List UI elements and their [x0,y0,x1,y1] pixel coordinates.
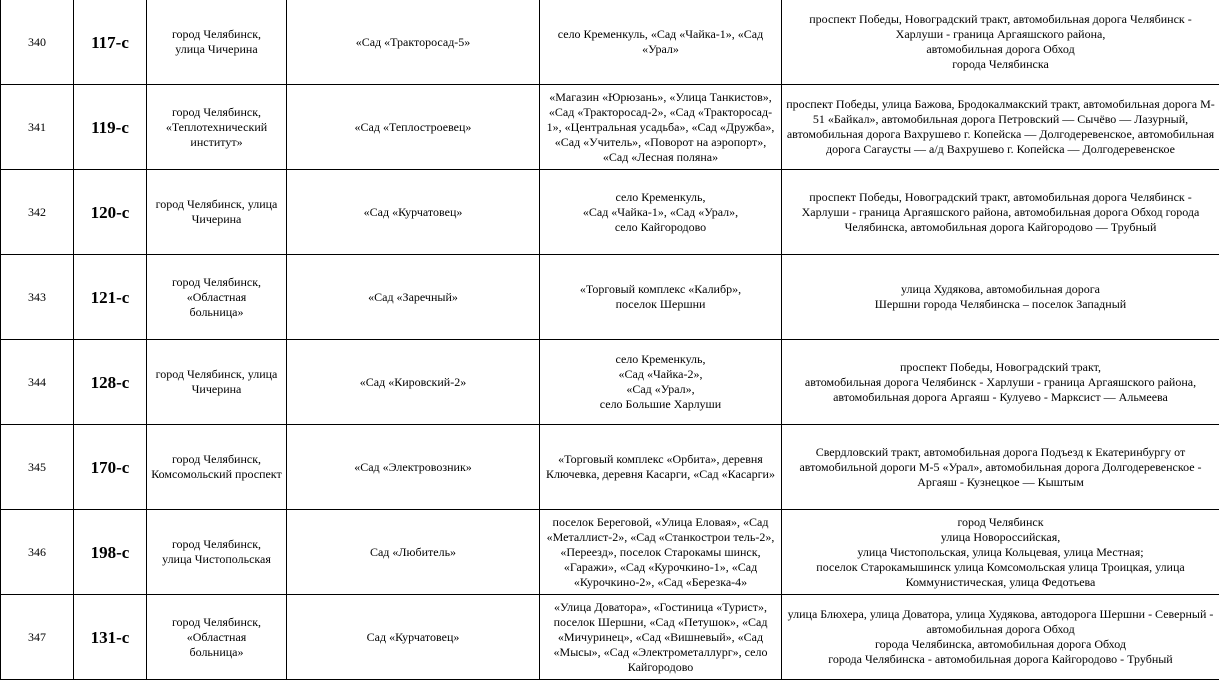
cell-text-line: «Урал» [642,42,679,56]
cell-text-line: автомобильная дорога Обход [926,622,1075,636]
cell-text-line: улица Чистопольская [162,552,271,566]
cell-text-line: автомобильная дорога Обход [926,42,1075,56]
start-point-cell [147,510,287,595]
cell-text-line: село Кайгородово [614,219,707,234]
row-number-cell: 343 [1,255,74,340]
cell-text-line: Харлуши - граница Аргаяшского района, [895,27,1106,41]
cell-text-line: «Металлист-2», «Сад «Станкострои тель-2», [546,529,775,544]
table-row [1,0,1219,85]
end-point-cell [287,425,540,510]
cell-text-line: Шершни города Челябинска – поселок Западный [874,297,1127,311]
intermediate-stops-cell [540,0,782,85]
cell-text-line: «Переезд», поселок Старокамы шинск, [560,544,761,559]
route-number-cell: 120-с [74,170,147,255]
row-number-cell: 345 [1,425,74,510]
cell-text-line: «Мичуринец», «Сад «Вишневый», «Сад [557,629,764,644]
cell-text-line: Коммунистическая, улица Федотьева [905,574,1096,589]
streets-roads-cell [782,340,1219,425]
cell-text-line: города Челябинска - автомобильная дорога Кайгородово - Трубный [828,652,1173,666]
cell-text-line: город Челябинск, [171,537,262,551]
cell-text-line: «Сад «Урал», [626,382,695,396]
intermediate-stops-cell [540,595,782,680]
cell-text-line: «Сад «Кировский-2» [359,374,467,389]
route-number-cell: 131-с [74,595,147,680]
cell-text-line: «Теплотехнический институт» [165,119,268,149]
cell-text-line: улица Чистопольская, улица Кольцевая, улица Местная; [857,544,1144,559]
cell-text-line: город Челябинск, [171,27,262,41]
cell-text-line: «Сад «Учитель», «Поворот на аэропорт», [554,134,767,149]
cell-text-line: Кайгородово [627,659,694,674]
route-number-cell: 117-с [74,0,147,85]
cell-text-line: «Гаражи», «Сад «Курочкино-1», «Сад [563,559,758,574]
cell-text-line: улица Новороссийская, [940,529,1061,544]
cell-text-line: Комсомольский проспект [151,467,282,481]
cell-text-line: больница» [189,644,244,659]
cell-text-line: «Улица Доватора», «Гостиница «Турист», [554,599,767,614]
end-point-cell [287,85,540,170]
start-point-cell [147,425,287,510]
start-point-cell [147,595,287,680]
table-row [1,170,1219,255]
cell-text-line: «Торговый комплекс «Калибр», [579,282,742,296]
start-point-cell [147,255,287,340]
cell-text-line: 51 «Байкал», автомобильная дорога Петровский — Сычёво — Лазурный, [812,112,1189,126]
cell-text-line: город Челябинск, [171,104,262,119]
end-point-cell [287,170,540,255]
streets-roads-cell [782,0,1219,85]
start-point-cell [147,85,287,170]
table-row [1,595,1219,680]
table-row [1,425,1219,510]
cell-text-line: Сад «Курчатовец» [366,629,460,644]
cell-text-line: проспект Победы, Новоградский тракт, [900,359,1101,374]
cell-text-line: село Кременкуль, [615,352,706,366]
end-point-cell [287,255,540,340]
intermediate-stops-cell [540,510,782,595]
cell-text-line: село Большие Харлуши [599,397,722,411]
cell-text-line: село Кременкуль, «Сад «Чайка-1», «Сад [557,27,764,41]
cell-text-line: «Мысы», «Сад «Электрометаллург», село [553,644,768,659]
cell-text-line: улица Блюхера, улица Доватора, улица Худякова, автодорога Шершни - Северный - [787,607,1214,621]
cell-text-line: «Сад «Курчатовец» [363,204,463,219]
cell-text-line: город Челябинск, [171,452,262,466]
streets-roads-cell [782,170,1219,255]
route-number-cell: 170-с [74,425,147,510]
cell-text-line: Сад «Любитель» [369,544,457,559]
cell-text-line: города Челябинска, автомобильная дорога Обход [875,637,1126,651]
cell-text-line: проспект Победы, Новоградский тракт, автомобильная дорога Челябинск - [809,189,1192,204]
cell-text-line: «Сад «Чайка-2», [618,367,703,381]
cell-text-line: поселок Старокамышинск улица Комсомольская улица Троицкая, улица [816,559,1185,574]
streets-roads-cell [782,425,1219,510]
cell-text-line: улица Худякова, автомобильная дорога [901,282,1100,296]
cell-text-line: «Сад «Заречный» [368,289,458,304]
row-number-cell: 347 [1,595,74,680]
cell-text-line: Харлуши - граница Аргаяшского района, автомобильная дорога Обход города [801,204,1200,219]
cell-text-line: Чичерина [191,382,242,396]
route-number-cell: 198-с [74,510,147,595]
end-point-cell [287,0,540,85]
cell-text-line: «Магазин «Юрюзань», «Улица Танкистов», [549,89,772,104]
intermediate-stops-cell [540,425,782,510]
cell-text-line: город Челябинск, «Областная [171,274,262,304]
cell-text-line: поселок Шершни [615,297,706,311]
streets-roads-cell [782,510,1219,595]
streets-roads-cell [782,595,1219,680]
cell-text-line: 1», «Центральная усадьба», «Сад «Дружба», [546,119,775,134]
row-number-cell: 344 [1,340,74,425]
cell-text-line: Ключевка, деревня Касарги, «Сад «Касарги» [546,467,775,481]
cell-text-line: дорога Сагаусты — а/д Вахрушево г. Копейска — Долгодеревенское [826,142,1175,156]
streets-roads-cell [782,255,1219,340]
table-row [1,340,1219,425]
end-point-cell [287,340,540,425]
table-row [1,510,1219,595]
intermediate-stops-cell [540,170,782,255]
intermediate-stops-cell [540,85,782,170]
intermediate-stops-cell [540,255,782,340]
start-point-cell [147,340,287,425]
cell-text-line: «Торговый комплекс «Орбита», деревня [558,452,763,466]
routes-table-body [1,0,1219,680]
cell-text-line: «Сад «Лесная поляна» [602,149,719,164]
cell-text-line: проспект Победы, улица Бажова, Бродокалмакский тракт, автомобильная дорога М- [786,97,1215,111]
cell-text-line: Аргаяш - Кузнецкое — Кыштым [917,474,1084,489]
route-number-cell: 128-с [74,340,147,425]
cell-text-line: улица Чичерина [175,42,258,56]
cell-text-line: автомобильная дорога Аргаяш - Кулуево - Марксист — Альмеева [833,389,1168,404]
cell-text-line: город Челябинск, «Областная [171,614,262,644]
cell-text-line: город Челябинск [957,514,1044,529]
cell-text-line: «Курочкино-2», «Сад «Березка-4» [573,574,748,589]
end-point-cell [287,595,540,680]
cell-text-line: «Сад «Теплостроевец» [354,119,472,134]
cell-text-line: Чичерина [191,212,242,226]
cell-text-line: «Сад «Тракторосад-5» [355,34,471,49]
cell-text-line: город Челябинск, улица [155,197,278,211]
cell-text-line: больница» [189,304,244,319]
cell-text-line: города Челябинска [952,57,1049,71]
row-number-cell: 342 [1,170,74,255]
cell-text-line: «Сад «Чайка-1», «Сад «Урал», [582,204,739,219]
cell-text-line: автомобильной дороги М-5 «Урал», автомобильная дорога Долгодеревенское - [799,459,1202,474]
cell-text-line: село Кременкуль, [615,189,706,204]
table-row [1,85,1219,170]
route-number-cell: 121-с [74,255,147,340]
intermediate-stops-cell [540,340,782,425]
route-number-cell: 119-с [74,85,147,170]
cell-text-line: город Челябинск, улица [155,367,278,381]
cell-text-line: Челябинска, автомобильная дорога Кайгородово — Трубный [844,219,1157,234]
row-number-cell: 346 [1,510,74,595]
cell-text-line: поселок Береговой, «Улица Еловая», «Сад [552,514,769,529]
start-point-cell [147,0,287,85]
start-point-cell [147,170,287,255]
streets-roads-cell [782,85,1219,170]
cell-text-line: «Сад «Электровозник» [354,459,472,474]
cell-text-line: автомобильная дорога Челябинск - Харлуши - граница Аргаяшского района, [804,374,1197,389]
table-row [1,255,1219,340]
row-number-cell: 341 [1,85,74,170]
cell-text-line: проспект Победы, Новоградский тракт, автомобильная дорога Челябинск - [809,12,1192,26]
end-point-cell [287,510,540,595]
cell-text-line: автомобильная дорога Вахрушево г. Копейска — Долгодеревенское, автомобильная [786,127,1215,141]
cell-text-line: Свердловский тракт, автомобильная дорога Подъезд к Екатеринбургу от [815,444,1186,459]
cell-text-line: поселок Шершни, «Сад «Петушок», «Сад [553,614,768,629]
row-number-cell: 340 [1,0,74,85]
cell-text-line: «Сад «Тракторосад-2», «Сад «Тракторосад- [548,104,773,119]
